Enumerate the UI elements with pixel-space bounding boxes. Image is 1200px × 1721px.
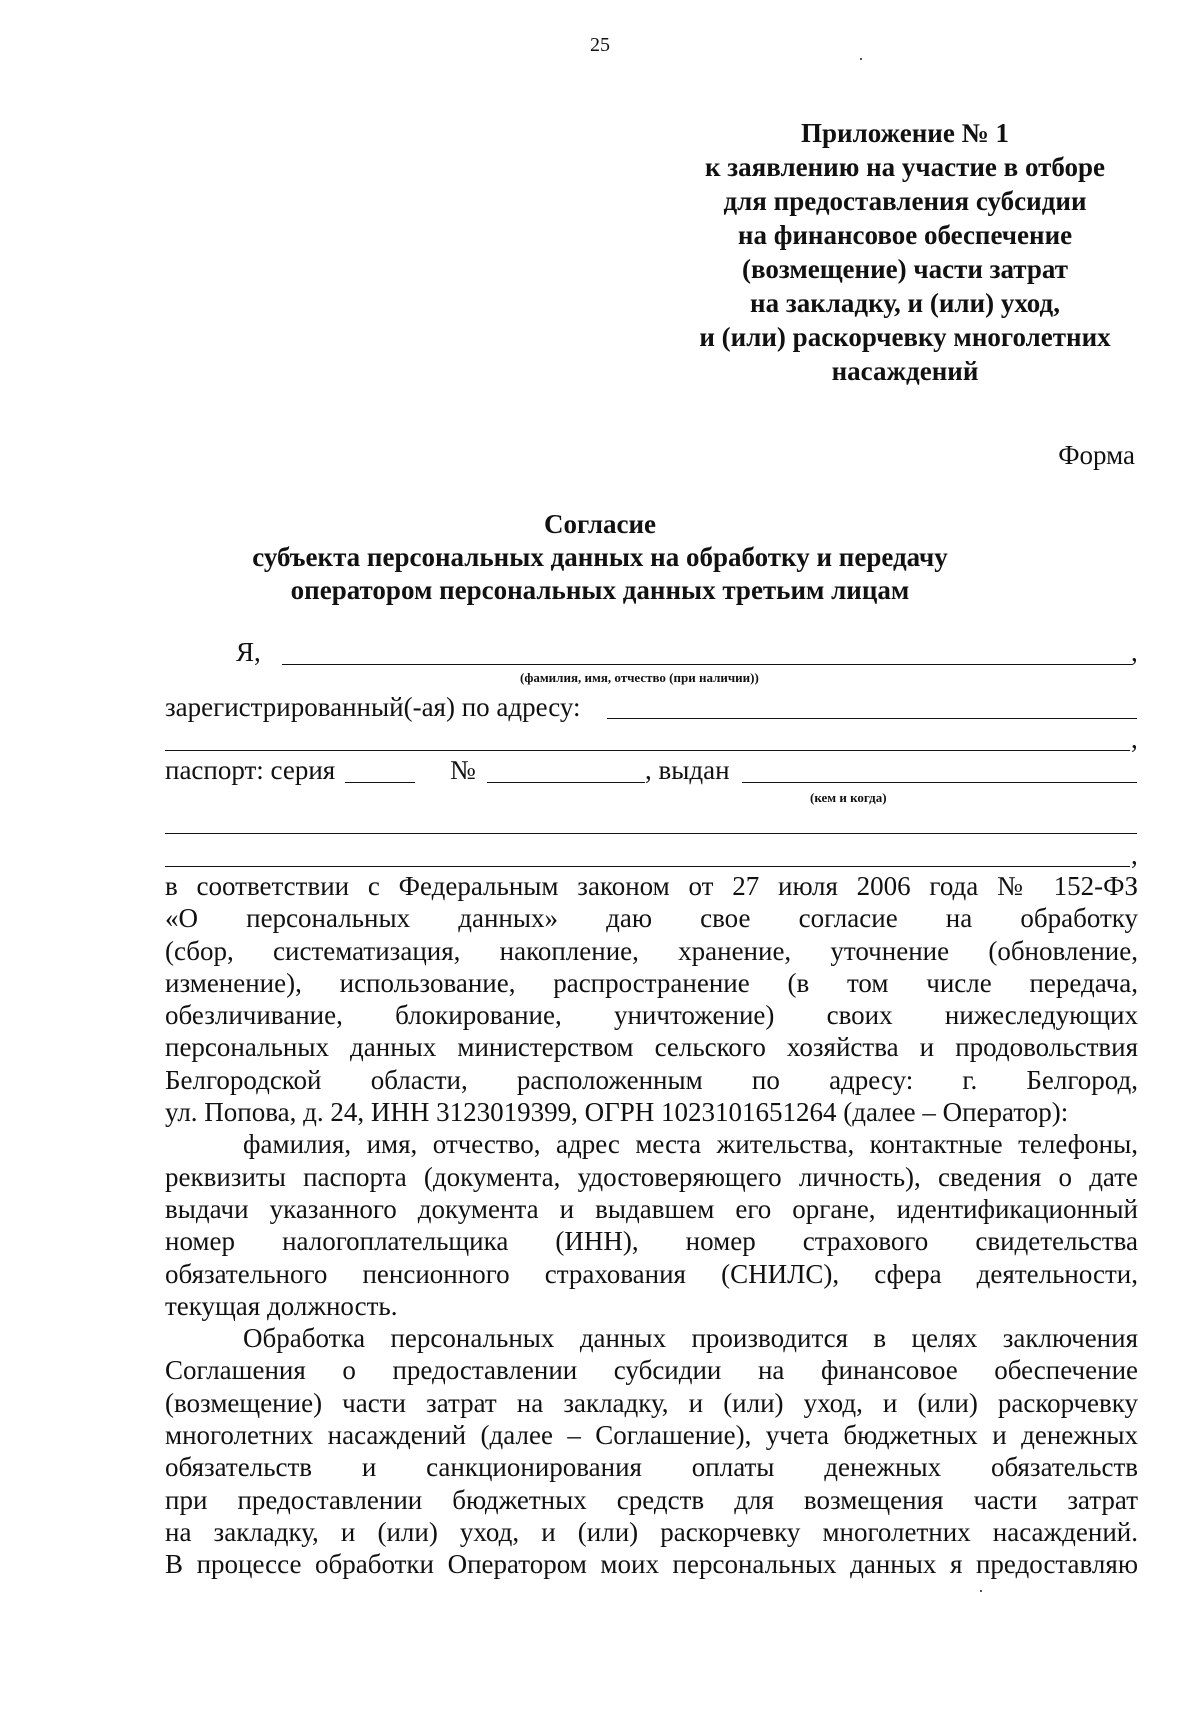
- issued-label: , выдан: [645, 755, 730, 785]
- page-number: 25: [590, 34, 610, 56]
- address-label: зарегистрированный(-ая) по адресу:: [165, 692, 581, 722]
- issued-input-line-3[interactable]: [165, 866, 1130, 867]
- address-input-line[interactable]: [607, 718, 1137, 719]
- text-line: обезличивание, блокирование, уничтожение) своих нижеследующих: [165, 1000, 1138, 1031]
- purpose-paragraph: [165, 1322, 1138, 1580]
- text-line: выдачи указанного документа и выдавшем его органе, идентификационный: [165, 1193, 1138, 1224]
- text-line: Обработка персональных данных производится в целях заключения: [243, 1323, 1138, 1354]
- text-line: В процессе обработки Оператором моих персональных данных я предоставляю: [165, 1549, 1138, 1580]
- document-title: [0, 508, 1200, 607]
- title-line: Согласие: [543, 509, 657, 539]
- text-line: Белгородской области, расположенным по адресу: г. Белгород,: [165, 1064, 1138, 1095]
- appendix-line: к заявлению на участие в отборе: [704, 152, 1106, 182]
- appendix-line: и (или) раскорчевку многолетних: [699, 322, 1111, 352]
- scan-speck: [980, 1590, 982, 1592]
- appendix-line: для предоставления субсидии: [723, 186, 1087, 216]
- text-line: «О персональных данных» даю свое согласие на обработку: [165, 903, 1138, 934]
- text-line: номер налогоплательщика (ИНН), номер страхового свидетельства: [165, 1226, 1138, 1257]
- text-line: обязательного пенсионного страхования (СНИЛС), сфера деятельности,: [165, 1258, 1138, 1289]
- text-line: персональных данных министерством сельского хозяйства и продовольствия: [165, 1032, 1138, 1063]
- data-list-paragraph: [165, 1128, 1138, 1322]
- appendix-line: насаждений: [831, 356, 979, 386]
- address-input-line-2[interactable]: [165, 750, 1130, 751]
- appendix-line: на закладку, и (или) уход,: [750, 288, 1060, 318]
- text-line: ул. Попова, д. 24, ИНН 3123019399, ОГРН 1023101651264 (далее – Оператор):: [165, 1097, 1069, 1128]
- text-line: в соответствии с Федеральным законом от 27 июля 2006 года № 152-ФЗ: [165, 871, 1138, 901]
- passport-series-input-line[interactable]: [345, 782, 415, 783]
- fio-input-line[interactable]: [282, 664, 1132, 665]
- comma: ,: [1131, 840, 1138, 870]
- text-line: изменение), использование, распространение (в том числе передача,: [165, 967, 1138, 998]
- appendix-heading: [640, 116, 1170, 388]
- text-line: текущая должность.: [165, 1290, 398, 1321]
- i-label: Я,: [236, 637, 261, 667]
- text-line: реквизиты паспорта (документа, удостоверяющего личность), сведения о дате: [165, 1161, 1138, 1192]
- issued-caption: (кем и когда): [810, 790, 887, 805]
- passport-series-label: паспорт: серия: [165, 755, 336, 785]
- appendix-line: Приложение № 1: [801, 118, 1009, 148]
- passport-number-input-line[interactable]: [487, 782, 645, 783]
- text-line: (сбор, систематизация, накопление, хранение, уточнение (обновление,: [165, 935, 1138, 966]
- form-label: Форма: [1058, 440, 1135, 470]
- text-line: многолетних насаждений (далее – Соглашение), учета бюджетных и денежных: [165, 1420, 1138, 1451]
- appendix-line: на финансовое обеспечение: [737, 220, 1073, 250]
- issued-input-line[interactable]: [742, 782, 1137, 783]
- text-line: фамилия, имя, отчество, адрес места жительства, контактные телефоны,: [243, 1129, 1138, 1160]
- title-line: субъекта персональных данных на обработку и передачу: [252, 542, 948, 572]
- text-line: обязательств и санкционирования оплаты денежных обязательств: [165, 1452, 1138, 1483]
- title-line: оператором персональных данных третьим лицам: [290, 575, 910, 605]
- text-line: (возмещение) части затрат на закладку, и (или) уход, и (или) раскорчевку: [165, 1387, 1138, 1418]
- comma: ,: [1131, 637, 1138, 667]
- comma: ,: [1131, 724, 1138, 754]
- fio-caption: (фамилия, имя, отчество (при наличии)): [520, 670, 759, 685]
- issued-input-line-2[interactable]: [165, 833, 1137, 834]
- appendix-line: (возмещение) части затрат: [742, 254, 1068, 284]
- text-line: Соглашения о предоставлении субсидии на финансовое обеспечение: [165, 1355, 1138, 1386]
- scan-speck: [860, 58, 862, 60]
- body-text: [165, 870, 1138, 1581]
- intro-paragraph: [165, 870, 1138, 1128]
- passport-number-label: №: [450, 755, 476, 785]
- text-line: при предоставлении бюджетных средств для возмещения части затрат: [165, 1484, 1138, 1515]
- text-line: на закладку, и (или) уход, и (или) раскорчевку многолетних насаждений.: [165, 1516, 1138, 1547]
